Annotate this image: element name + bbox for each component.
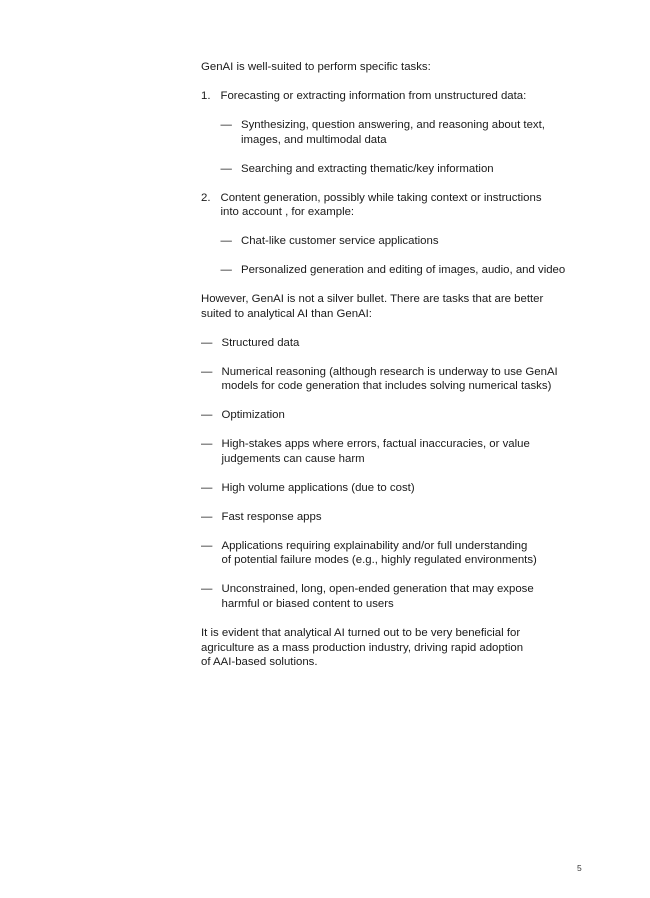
numbered-item-2	[201, 191, 601, 278]
paragraph-line: of AAI-based solutions.	[201, 656, 318, 669]
item-number: 1.	[201, 89, 211, 102]
list-item	[201, 365, 601, 394]
dash-bullet: —	[220, 162, 232, 175]
sub-item	[221, 263, 602, 278]
sub-item	[221, 162, 602, 177]
numbered-item-1	[201, 89, 601, 176]
dash-bullet: —	[220, 235, 232, 248]
dash-bullet: —	[220, 264, 232, 277]
list-item	[201, 539, 601, 568]
list-item-line: harmful or biased content to users	[221, 597, 394, 610]
list-item-line: High volume applications (due to cost)	[221, 481, 415, 494]
list-item	[201, 582, 601, 611]
dash-bullet: —	[201, 336, 213, 349]
paragraph-line: However, GenAI is not a silver bullet. There are tasks that are better	[201, 293, 544, 306]
dash-bullet: —	[201, 510, 213, 523]
intro-paragraph: GenAI is well-suited to perform specific tasks:	[201, 61, 431, 73]
document-body	[201, 60, 601, 684]
item-text-line: Content generation, possibly while taking context or instructions	[220, 191, 542, 204]
list-item-line: of potential failure modes (e.g., highly regulated environments)	[221, 554, 537, 567]
paragraph-line: suited to analytical AI than GenAI:	[201, 307, 372, 320]
item-number: 2.	[201, 191, 211, 204]
list-item-line: Numerical reasoning (although research is underway to use GenAI	[221, 365, 558, 378]
page-number: 5	[577, 863, 582, 873]
sub-list	[221, 234, 602, 278]
sub-item-line: Chat-like customer service applications	[241, 235, 439, 248]
dash-bullet: —	[201, 438, 213, 451]
list-item-line: Fast response apps	[221, 510, 322, 523]
list-item	[201, 437, 601, 466]
list-item-line: Optimization	[221, 409, 285, 422]
dash-bullet: —	[220, 118, 232, 131]
dash-bullet: —	[201, 365, 213, 378]
conclusion-paragraph	[201, 626, 601, 670]
list-item	[201, 408, 601, 423]
list-item-line: Applications requiring explainability and/or full understanding	[221, 539, 528, 552]
paragraph-line: agriculture as a mass production industry, driving rapid adoption	[201, 641, 524, 654]
sub-list	[221, 118, 602, 176]
item-text-line: into account , for example:	[220, 206, 355, 219]
sub-item	[221, 234, 602, 249]
list-item-line: High-stakes apps where errors, factual inaccuracies, or value	[221, 438, 530, 451]
sub-item-line: Personalized generation and editing of images, audio, and video	[241, 264, 566, 277]
item-text: Forecasting or extracting information from unstructured data:	[220, 89, 527, 102]
sub-item	[221, 118, 602, 147]
list-item-line: Structured data	[221, 336, 300, 349]
list-item-line: judgements can cause harm	[221, 452, 365, 465]
list-item	[201, 510, 601, 525]
analytical-ai-task-list	[201, 336, 601, 612]
dash-bullet: —	[201, 481, 213, 494]
dash-bullet: —	[201, 409, 213, 422]
dash-bullet: —	[201, 539, 213, 552]
list-item-line: Unconstrained, long, open-ended generation that may expose	[221, 583, 534, 596]
list-item	[201, 336, 601, 351]
sub-item-line: images, and multimodal data	[241, 133, 387, 146]
dash-bullet: —	[201, 583, 213, 596]
sub-item-line: Searching and extracting thematic/key information	[241, 162, 494, 175]
list-item	[201, 481, 601, 496]
list-item-line: models for code generation that includes solving numerical tasks)	[221, 380, 552, 393]
however-paragraph	[201, 292, 601, 321]
paragraph-line: It is evident that analytical AI turned out to be very beneficial for	[201, 626, 521, 639]
sub-item-line: Synthesizing, question answering, and reasoning about text,	[241, 118, 545, 131]
